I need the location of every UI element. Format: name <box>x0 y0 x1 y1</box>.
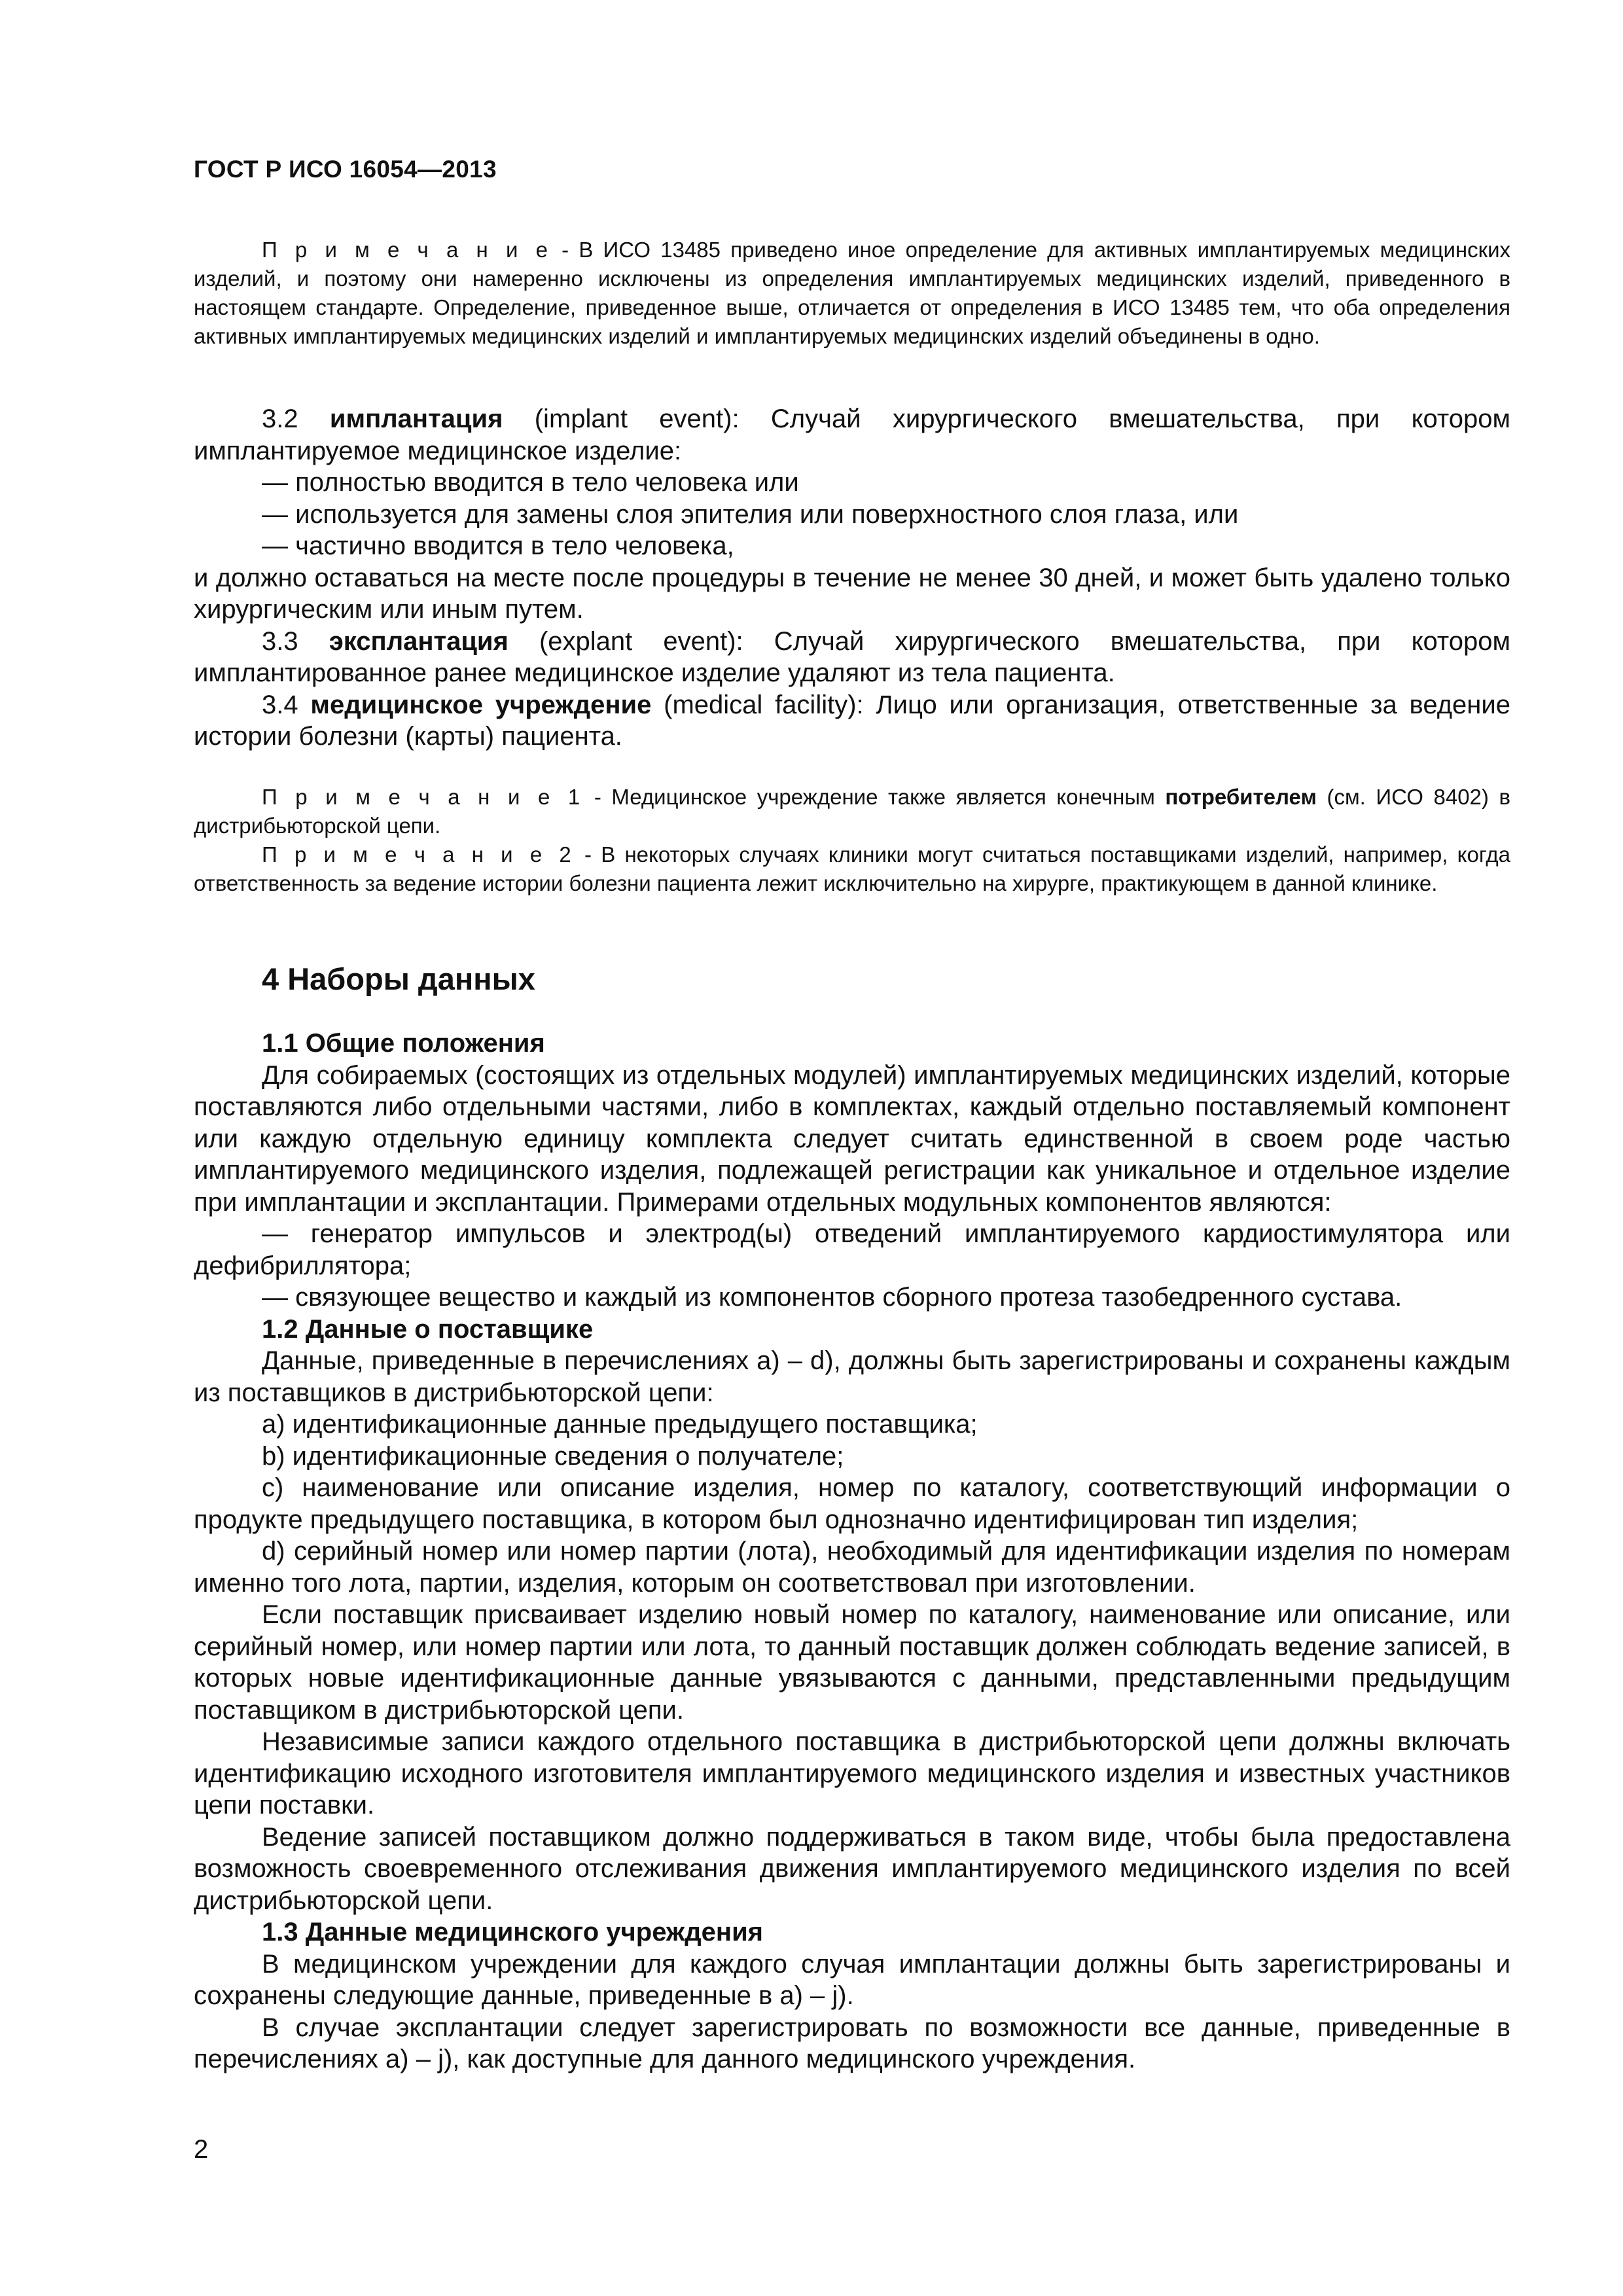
list-item: b) идентификационные сведения о получателе; <box>262 1441 844 1471</box>
paragraph: Независимые записи каждого отдельного поставщика в дистрибьюторской цепи должны включать идентификацию исходного изготовителя имплантируемого медицинского изделия и известных участников цепи поставки. <box>194 1727 1510 1820</box>
definition-tail: и должно оставаться на месте после процедуры в течение не менее 30 дней, и может быть удалено только хирургическим или иным путем. <box>194 563 1510 624</box>
definition-number: 3.4 <box>262 690 311 719</box>
list-item: — используется для замены слоя эпителия или поверхностного слоя глаза, или <box>262 499 1239 529</box>
definition-number: 3.3 <box>262 626 329 656</box>
list-item: — генератор импульсов и электрод(ы) отведений имплантируемого кардиостимулятора или дефибриллятора; <box>194 1219 1510 1280</box>
note-label: П р и м е ч а н и е <box>262 238 552 262</box>
list-item: d) серийный номер или номер партии (лота), необходимый для идентификации изделия по номерам именно того лота, партии, изделия, которым он соответствовал при изготовлении. <box>194 1537 1510 1598</box>
note-text: - В ИСО 13485 приведено иное определение для активных имплантируемых медицинских изделий, и поэтому они намеренно исключены из определения имплантируемых медицинских изделий, приведенного в настоящем стандарте. Определение, приведенное выше, отличается от определения в ИСО 13485 тем, что оба определения активных имплантируемых медицинских изделий и имплантируемых медицинских изделий объединены в одно. <box>194 238 1510 348</box>
note-block-mid <box>194 783 1510 898</box>
standard-header: ГОСТ Р ИСО 16054—2013 <box>194 156 497 183</box>
note-2 <box>194 840 1510 898</box>
paragraph: Данные, приведенные в перечислениях а) – d), должны быть зарегистрированы и сохранены каждым из поставщиков в дистрибьюторской цепи: <box>194 1346 1510 1407</box>
note-text: (см. ИСО 8402) в дистрибьюторской цепи. <box>194 785 1510 838</box>
paragraph: Если поставщик присваивает изделию новый номер по каталогу, наименование или описание, или серийный номер, или номер партии или лота, то данный поставщик должен соблюдать ведение записей, в которых новые идентификационные данные увязываются с данными, представленными предыдущим поставщиком в дистрибьюторской цепи. <box>194 1600 1510 1725</box>
note-block-top <box>194 236 1510 351</box>
definition-3-2 <box>194 403 1510 467</box>
definition-text: (implant event): Случай хирургического вмешательства, при котором имплантируемое медицинское изделие: <box>194 404 1511 465</box>
definition-3-3 <box>194 626 1510 689</box>
paragraph: Для собираемых (состоящих из отдельных модулей) имплантируемых медицинских изделий, которые поставляются либо отдельными частями, либо в комплектах, каждый отдельно поставляемый компонент или каждую отдельную единицу комплекта следует считать единственной в своем роде частью имплантируемого медицинского изделия, подлежащей регистрации как уникальное и отдельное изделие при имплантации и эксплантации. Примерами отдельных модульных компонентов являются: <box>194 1060 1510 1217</box>
note-text: - В некоторых случаях клиники могут считаться поставщиками изделий, например, когда ответственность за ведение истории болезни пациента лежит исключительно на хирурге, практикующем в данной клинике. <box>194 842 1511 895</box>
section-4-body <box>194 1028 1510 2075</box>
list-item: — связующее вещество и каждый из компонентов сборного протеза тазобедренного сустава. <box>262 1283 1402 1312</box>
note-1 <box>194 783 1510 840</box>
paragraph: В случае эксплантации следует зарегистрировать по возможности все данные, приведенные в перечислениях а) – j), как доступные для данного медицинского учреждения. <box>194 2013 1510 2073</box>
definition-text: (medical facility): Лицо или организация, ответственные за ведение истории болезни (карты) пациента. <box>194 690 1510 751</box>
list-item: c) наименование или описание изделия, номер по каталогу, соответствующий информации о продукте предыдущего поставщика, в котором был однозначно идентифицирован тип изделия; <box>194 1473 1510 1534</box>
subsection-title: 1.1 Общие положения <box>262 1029 545 1058</box>
definition-3-4 <box>194 689 1510 753</box>
definition-text: (explant event): Случай хирургического вмешательства, при котором имплантированное ранее медицинское изделие удаляют из тела пациента. <box>194 626 1511 687</box>
note-label: П р и м е ч а н и е 2 <box>262 842 575 867</box>
definition-term: эксплантация <box>329 626 508 656</box>
list-item: a) идентификационные данные предыдущего поставщика; <box>262 1410 978 1439</box>
definition-number: 3.2 <box>262 404 330 433</box>
page-number: 2 <box>194 2135 209 2164</box>
note-bold-term: потребителем <box>1165 785 1317 809</box>
list-item: — полностью вводится в тело человека или <box>262 468 799 497</box>
note-label: П р и м е ч а н и е 1 <box>262 785 584 809</box>
note-paragraph <box>194 236 1510 351</box>
section-title: 4 Наборы данных <box>262 961 535 996</box>
definition-term: имплантация <box>329 404 503 433</box>
definitions-block <box>194 403 1510 753</box>
paragraph: В медицинском учреждении для каждого случая имплантации должны быть зарегистрированы и сохранены следующие данные, приведенные в а) – j). <box>194 1949 1510 2010</box>
definition-term: медицинское учреждение <box>310 690 652 719</box>
subsection-title: 1.3 Данные медицинского учреждения <box>262 1918 764 1946</box>
list-item: — частично вводится в тело человека, <box>262 531 734 560</box>
paragraph: Ведение записей поставщиком должно поддерживаться в таком виде, чтобы была предоставлена возможность своевременного отслеживания движения имплантируемого медицинского изделия по всей дистрибьюторской цепи. <box>194 1822 1510 1915</box>
document-page <box>194 0 1510 2296</box>
subsection-title: 1.2 Данные о поставщике <box>262 1314 594 1344</box>
note-text: - Медицинское учреждение также является конечным <box>584 785 1166 809</box>
